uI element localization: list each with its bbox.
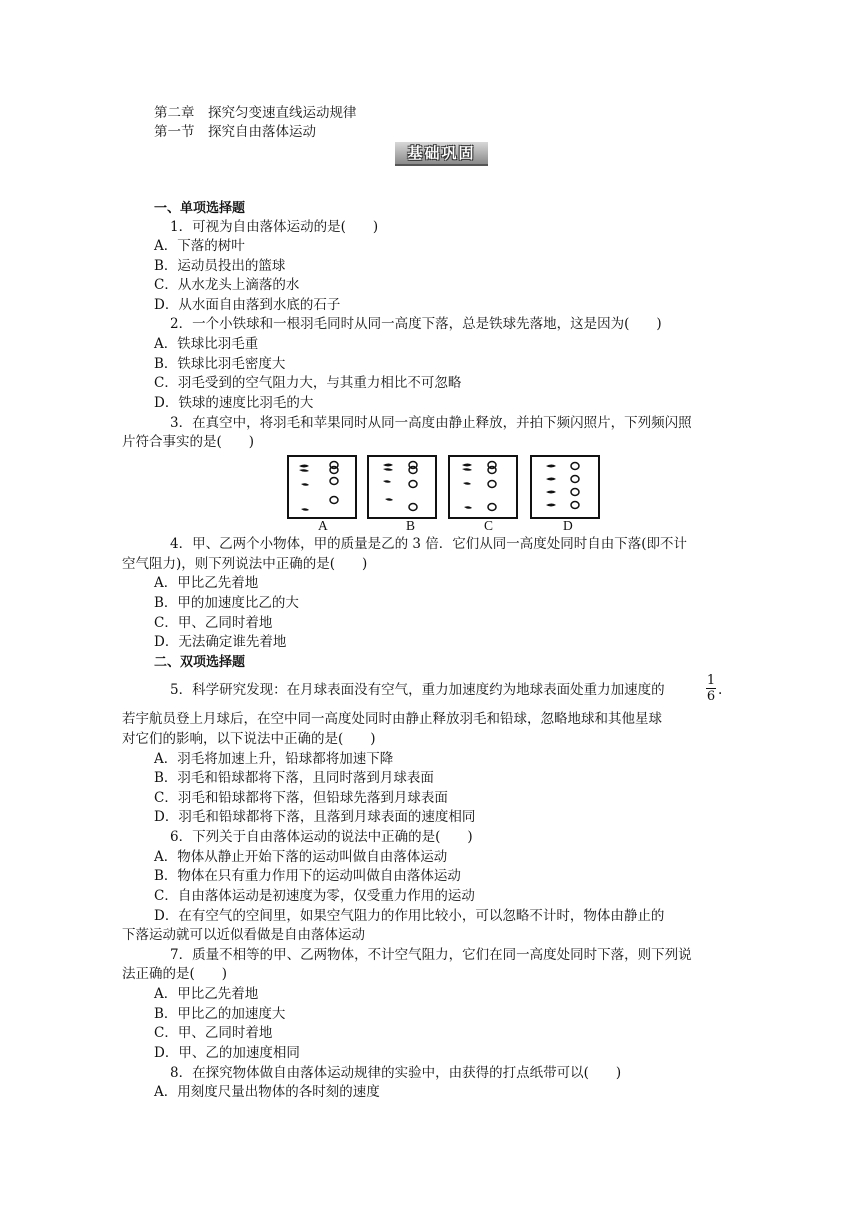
q5-fraction-numerator: 1 — [706, 673, 716, 688]
q3-stem-line1: 3．在真空中，将羽毛和苹果同时从同一高度由静止释放，并拍下频闪照片，下列频闪照 — [170, 415, 692, 431]
q2-option-b: B．铁球比羽毛密度大 — [154, 356, 286, 372]
feather-marks — [383, 464, 393, 501]
q6-option-d-continued: 下落运动就可以近似看做是自由落体运动 — [122, 927, 365, 943]
q6-option-d: D．在有空气的空间里，如果空气阻力的作用比较小，可以忽略不计时，物体由静止的 — [154, 908, 665, 924]
q5-option-c: C．羽毛和铅球都将下落，但铅球先落到月球表面 — [154, 790, 448, 806]
q6-option-b: B．物体在只有重力作用下的运动叫做自由落体运动 — [154, 868, 461, 884]
figure-label-b: B — [406, 518, 416, 533]
strobe-photo-b — [367, 455, 437, 519]
q5-stem-line1: 5．科学研究发现：在月球表面没有空气，重力加速度约为地球表面处重力加速度的 — [170, 682, 665, 698]
q1-option-a: A．下落的树叶 — [154, 238, 245, 254]
q7-option-a: A．甲比乙先着地 — [154, 986, 259, 1002]
strobe-photo-c — [448, 455, 518, 519]
strobe-photo-a-drawing — [289, 457, 355, 517]
q7-option-d: D．甲、乙的加速度相同 — [154, 1045, 300, 1061]
q4-option-a: A．甲比乙先着地 — [154, 575, 259, 591]
q4-option-d: D．无法确定谁先着地 — [154, 634, 287, 650]
strobe-photo-c-drawing — [450, 457, 516, 517]
feather-marks — [462, 464, 472, 509]
q2-option-d: D．铁球的速度比羽毛的大 — [154, 395, 314, 411]
q1-stem: 1．可视为自由落体运动的是( ) — [170, 219, 379, 235]
q2-option-a: A．铁球比羽毛重 — [154, 336, 259, 352]
q5-stem-line2: 若宇航员登上月球后，在空中同一高度处同时由静止释放羽毛和铅球，忽略地球和其他星球 — [122, 711, 662, 727]
apple-marks — [571, 463, 579, 509]
q5-option-a: A．羽毛将加速上升，铅球都将加速下降 — [154, 751, 394, 767]
q7-option-b: B．甲比乙的加速度大 — [154, 1006, 286, 1022]
q3-stem-line2: 片符合事实的是( ) — [122, 434, 255, 450]
q4-stem-line1: 4．甲、乙两个小物体，甲的质量是乙的 3 倍．它们从同一高度处同时自由下落(即不计 — [170, 536, 688, 552]
q6-option-a: A．物体从静止开始下落的运动叫做自由落体运动 — [154, 849, 448, 865]
strobe-photo-b-drawing — [369, 457, 435, 517]
q7-option-c: C．甲、乙同时着地 — [154, 1025, 273, 1041]
q5-fraction-denominator: 6 — [706, 689, 716, 704]
apple-marks — [330, 462, 338, 504]
apple-marks — [409, 462, 417, 511]
feather-marks — [299, 465, 309, 511]
q2-option-c: C．羽毛受到的空气阻力大，与其重力相比不可忽略 — [154, 375, 462, 391]
apple-marks — [488, 462, 496, 511]
q6-option-c: C．自由落体运动是初速度为零，仅受重力作用的运动 — [154, 888, 475, 904]
figure-label-a: A — [318, 518, 328, 533]
q1-option-d: D．从水面自由落到水底的石子 — [154, 297, 341, 313]
strobe-photo-a — [287, 455, 357, 519]
q8-stem: 8．在探究物体做自由落体运动规律的实验中，由获得的打点纸带可以( ) — [170, 1065, 622, 1081]
feather-marks — [546, 465, 556, 507]
part2-heading: 二、双项选择题 — [154, 655, 246, 670]
section-title: 第一节 探究自由落体运动 — [154, 124, 316, 140]
figure-label-c: C — [484, 518, 494, 533]
part1-heading: 一、单项选择题 — [154, 201, 246, 216]
q4-option-b: B．甲的加速度比乙的大 — [154, 595, 299, 611]
q1-option-b: B．运动员投出的篮球 — [154, 258, 286, 274]
q5-fraction — [706, 673, 716, 704]
q7-stem-line1: 7．质量不相等的甲、乙两物体，不计空气阻力，它们在同一高度处同时下落，则下列说 — [170, 947, 692, 963]
banner-basic-consolidation: 基础巩固 — [395, 142, 488, 166]
q6-stem: 6．下列关于自由落体运动的说法中正确的是( ) — [170, 829, 473, 845]
q7-stem-line2: 法正确的是( ) — [122, 966, 228, 982]
q4-option-c: C．甲、乙同时着地 — [154, 615, 273, 631]
q5-option-b: B．羽毛和铅球都将下落，且同时落到月球表面 — [154, 770, 434, 786]
figure-label-d: D — [563, 518, 573, 533]
strobe-photo-d — [530, 455, 600, 519]
q4-stem-line2: 空气阻力)，则下列说法中正确的是( ) — [122, 556, 368, 572]
strobe-photo-d-drawing — [532, 457, 598, 517]
q2-stem: 2．一个小铁球和一根羽毛同时从同一高度下落，总是铁球先落地，这是因为( ) — [170, 316, 662, 332]
q5-stem-line3: 对它们的影响，以下说法中正确的是( ) — [122, 731, 376, 747]
q8-option-a: A．用刻度尺量出物体的各时刻的速度 — [154, 1084, 380, 1100]
q5-option-d: D．羽毛和铅球都将下落，且落到月球表面的速度相同 — [154, 809, 476, 825]
q1-option-c: C．从水龙头上滴落的水 — [154, 277, 300, 293]
chapter-title: 第二章 探究匀变速直线运动规律 — [154, 105, 357, 121]
q5-stem-line1-end: . — [718, 682, 723, 698]
